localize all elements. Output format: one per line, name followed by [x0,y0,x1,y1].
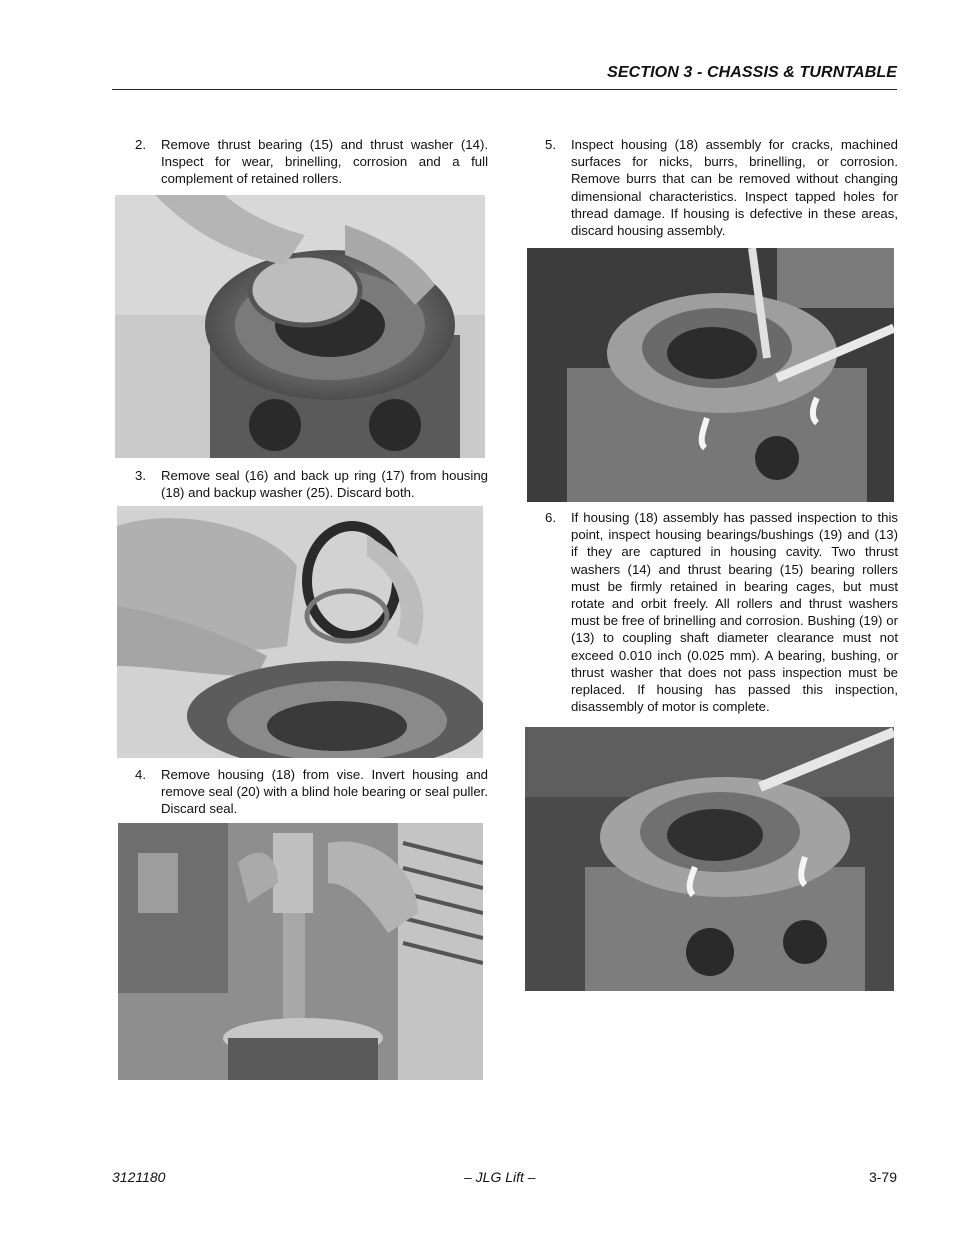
step-text: If housing (18) assembly has passed inspection to this point, inspect housing bearings/bushings (19) and (13) if they are captured in housing cavity. Two thrust washers (14) and thrust bearing (15) bearing rollers must be firmly retained in bearing cages, but must rotate and orbit freely. All rollers and thrust washers must be free of brinelling and corrosion. Bushing (19) or (13) to coupling shaft diameter clearance must not exceed 0.010 inch (0.025 mm). A bearing, bushing, or thrust washer that does not pass inspection must be replaced. If housing has passed this inspection, disassembly of motor is complete. [571,510,898,715]
step-number: 2. [135,137,146,152]
photo-housing-inspection-2 [525,727,894,991]
step-5 [545,136,898,239]
step-number: 6. [545,510,556,525]
footer-doc-number: 3121180 [112,1169,166,1185]
step-4 [135,766,488,818]
step-3 [135,467,488,501]
step-text: Remove thrust bearing (15) and thrust washer (14). Inspect for wear, brinelling, corrosion and a full complement of retained rollers. [161,137,488,187]
step-text: Remove housing (18) from vise. Invert housing and remove seal (20) with a blind hole bearing or seal puller. Discard seal. [161,767,488,817]
step-text: Inspect housing (18) assembly for cracks, machined surfaces for nicks, burrs, brinelling, or corrosion. Remove burrs that can be removed without changing dimensional characteristics. Inspect tapped holes for thread damage. If housing is defective in these areas, discard housing assembly. [571,137,898,239]
header-rule [112,89,897,90]
step-6 [545,509,898,715]
step-number: 4. [135,767,146,782]
step-text: Remove seal (16) and back up ring (17) from housing (18) and backup washer (25). Discard both. [161,468,488,501]
photo-thrust-bearing-removal [115,195,485,458]
step-number: 3. [135,468,146,483]
step-2 [135,136,488,188]
footer-brand: – JLG Lift – [464,1169,536,1185]
section-title: SECTION 3 - CHASSIS & TURNTABLE [607,64,897,81]
photo-housing-inspection [527,248,894,502]
step-number: 5. [545,137,556,152]
footer-page-number: 3-79 [868,1169,897,1185]
photo-seal-removal [117,506,483,758]
photo-seal-puller [118,823,483,1080]
